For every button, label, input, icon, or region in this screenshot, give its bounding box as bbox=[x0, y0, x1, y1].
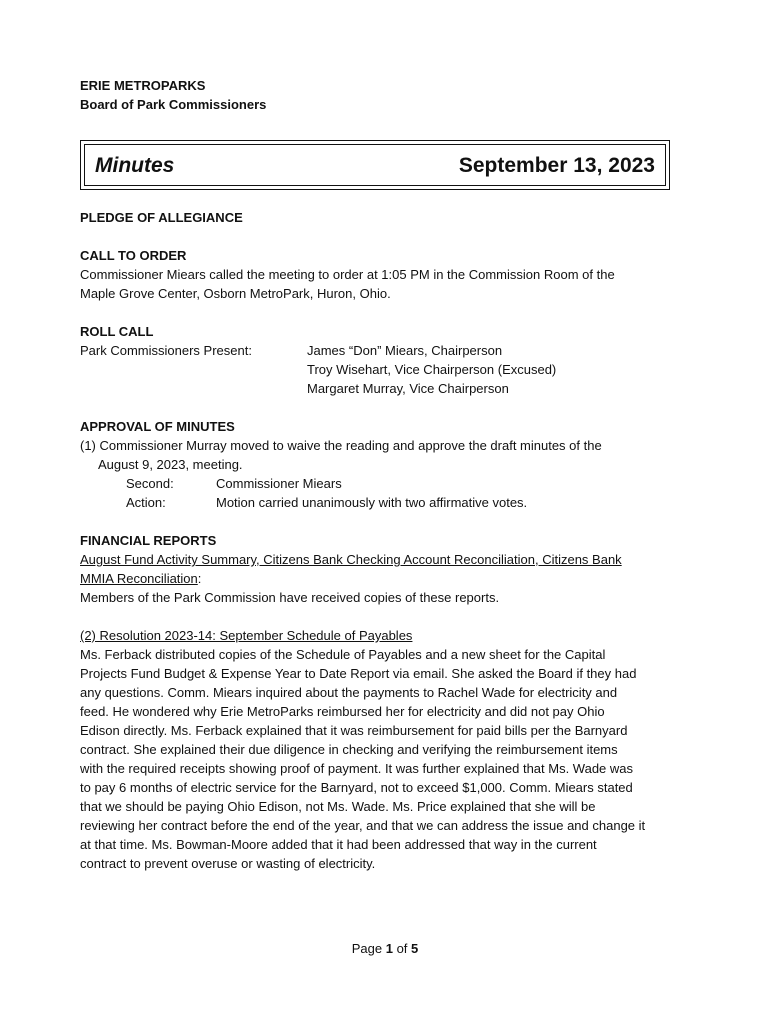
page-footer bbox=[0, 941, 770, 956]
resolution-heading: (2) Resolution 2023-14: September Schedule of Payables bbox=[80, 628, 413, 643]
approval-heading: APPROVAL OF MINUTES bbox=[80, 419, 235, 434]
roll-call-label: Park Commissioners Present: bbox=[80, 343, 252, 358]
title-box bbox=[80, 140, 670, 190]
financial-note: Members of the Park Commission have received copies of these reports. bbox=[80, 590, 500, 605]
second-label: Second: bbox=[126, 476, 174, 491]
financial-subheading-colon: : bbox=[197, 571, 202, 586]
roll-call-member: Troy Wisehart, Vice Chairperson (Excused) bbox=[307, 362, 557, 377]
resolution-line: reviewing her contract before the end of the year, and that we can address the issue and change it bbox=[80, 818, 646, 833]
resolution-line: contract. She explained their due diligence in checking and verifying the reimbursement items bbox=[80, 742, 618, 757]
resolution-line: any questions. Comm. Miears inquired about the payments to Rachel Wade for electricity and bbox=[80, 685, 618, 700]
resolution-line: with the required receipts showing proof of payment. It was further explained that Ms. Wade was bbox=[80, 761, 634, 776]
roll-call-member: Margaret Murray, Vice Chairperson bbox=[307, 381, 509, 396]
title-box-inner-border bbox=[84, 144, 666, 186]
page-total: 5 bbox=[411, 941, 419, 956]
resolution-line: contract to prevent overuse or wasting of electricity. bbox=[80, 856, 376, 871]
page-middle: of bbox=[392, 941, 412, 956]
board-name: Board of Park Commissioners bbox=[80, 97, 267, 112]
resolution-line: Edison directly. Ms. Ferback explained that it was reimbursement for paid bills per the Barnyard bbox=[80, 723, 628, 738]
resolution-line: to pay 6 months of electric service for the Barnyard, not to exceed $1,000. Comm. Miears stated bbox=[80, 780, 633, 795]
pledge-heading: PLEDGE OF ALLEGIANCE bbox=[80, 210, 243, 225]
meeting-date: September 13, 2023 bbox=[458, 154, 655, 177]
financial-heading: FINANCIAL REPORTS bbox=[80, 533, 217, 548]
action-label: Action: bbox=[126, 495, 166, 510]
approval-motion-line: August 9, 2023, meeting. bbox=[98, 457, 243, 472]
page-current: 1 bbox=[385, 941, 393, 956]
call-to-order-line: Commissioner Miears called the meeting to order at 1:05 PM in the Commission Room of the bbox=[80, 267, 615, 282]
page-prefix: Page bbox=[351, 941, 386, 956]
approval-motion-line: (1) Commissioner Murray moved to waive the reading and approve the draft minutes of the bbox=[80, 438, 602, 453]
call-to-order-line: Maple Grove Center, Osborn MetroPark, Huron, Ohio. bbox=[80, 286, 391, 301]
minutes-title: Minutes bbox=[95, 154, 175, 177]
financial-subheading-line2 bbox=[80, 569, 201, 588]
resolution-line: that we should be paying Ohio Edison, not Ms. Wade. Ms. Price explained that she will be bbox=[80, 799, 596, 814]
resolution-line: Ms. Ferback distributed copies of the Schedule of Payables and a new sheet for the Capital bbox=[80, 647, 606, 662]
action-value: Motion carried unanimously with two affirmative votes. bbox=[216, 495, 528, 510]
financial-subheading: August Fund Activity Summary, Citizens Bank Checking Account Reconciliation, Citizens Bank bbox=[80, 552, 622, 567]
resolution-line: feed. He wondered why Erie MetroParks reimbursed her for electricity and did not pay Ohio bbox=[80, 704, 605, 719]
second-value: Commissioner Miears bbox=[216, 476, 342, 491]
resolution-line: Projects Fund Budget & Expense Year to Date Report via email. She asked the Board if they had bbox=[80, 666, 637, 681]
org-name: ERIE METROPARKS bbox=[80, 78, 206, 93]
financial-subheading-underlined: MMIA Reconciliation bbox=[80, 571, 198, 586]
resolution-line: at that time. Ms. Bowman-Moore added that it had been addressed that way in the current bbox=[80, 837, 597, 852]
call-to-order-heading: CALL TO ORDER bbox=[80, 248, 187, 263]
roll-call-heading: ROLL CALL bbox=[80, 324, 154, 339]
roll-call-member: James “Don” Miears, Chairperson bbox=[307, 343, 503, 358]
